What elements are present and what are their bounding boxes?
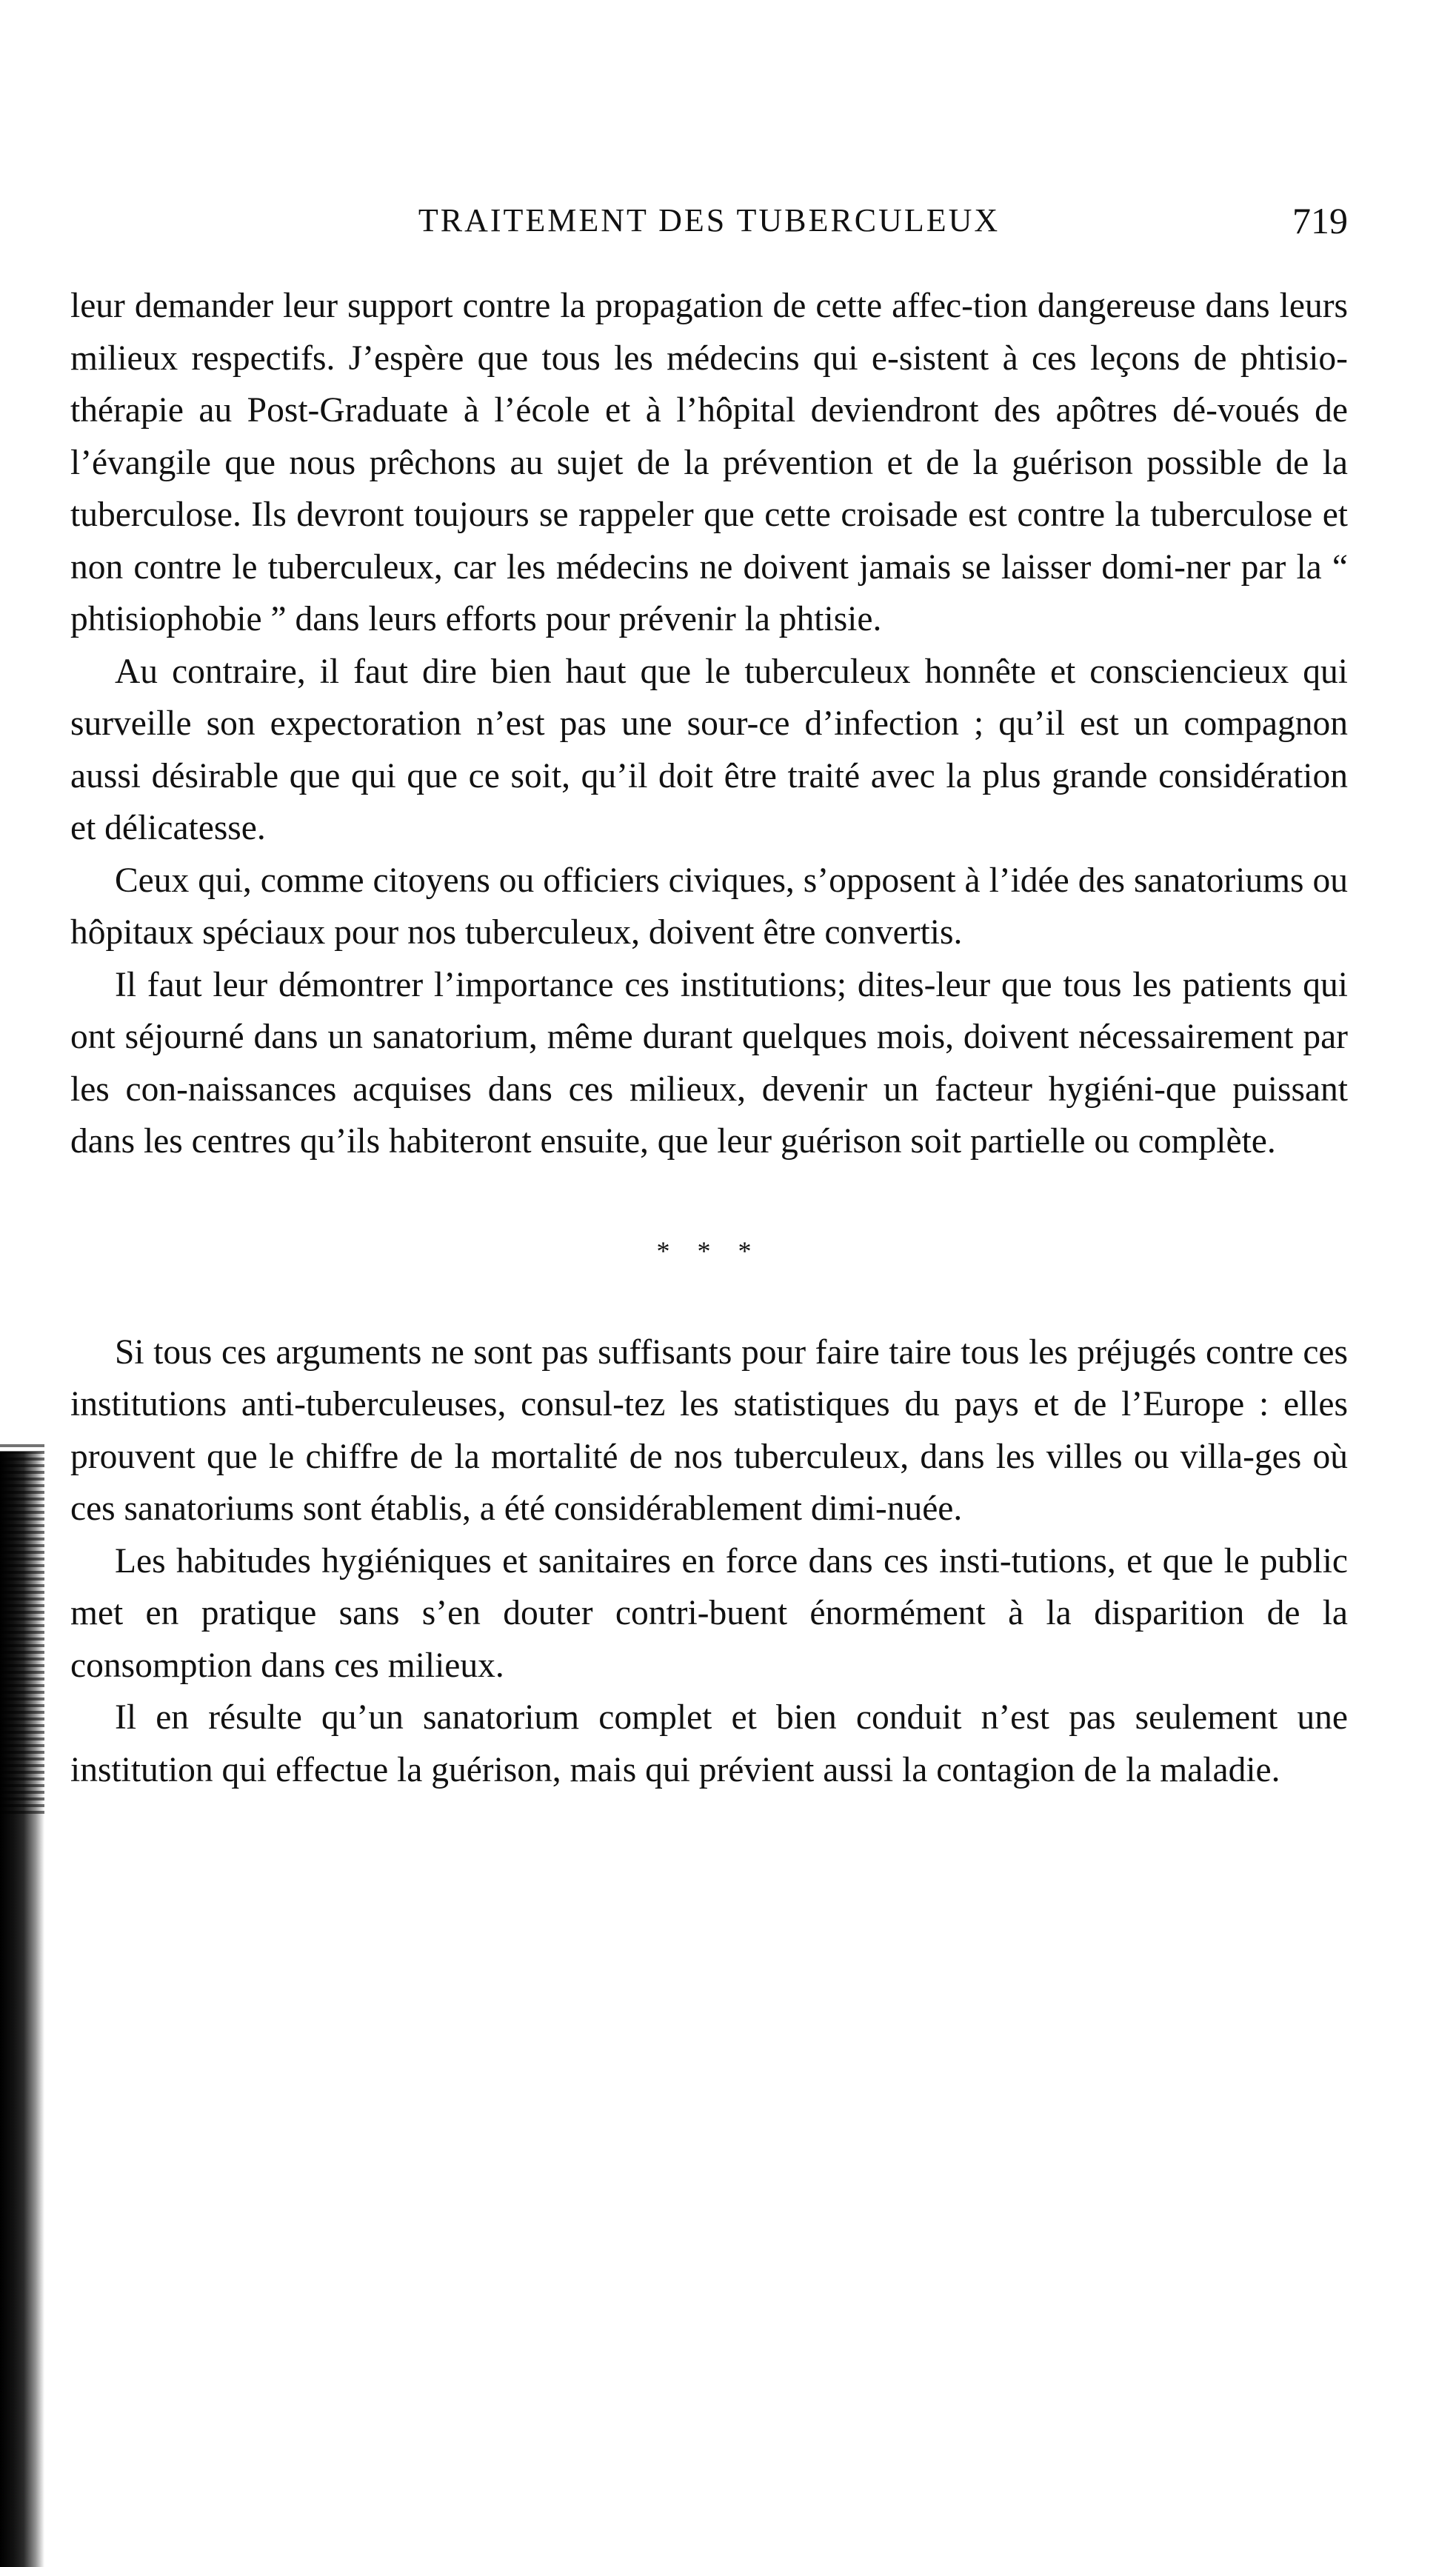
paragraph: Si tous ces arguments ne sont pas suffisants pour faire taire tous les préjugés contre ces institutions anti-tuberculeuses, consul-tez les statistiques du pays et de l’Europe : elles prouvent que le chiffre de la mortalité de nos tuberculeux, dans les villes ou villa-ges où ces sanatoriums sont établis, a été considérablement dimi-nuée.: [70, 1332, 1348, 1528]
paragraph: Les habitudes hygiéniques et sanitaires en force dans ces insti-tutions, et que le public met en pratique sans s’en douter contri-buent énormément à la disparition de la consomption dans ces milieux.: [70, 1541, 1348, 1685]
running-title: TRAITEMENT DES TUBERCULEUX: [418, 202, 1001, 238]
paragraph: Il en résulte qu’un sanatorium complet et bien conduit n’est pas seulement une institution qui effectue la guérison, mais qui prévient aussi la contagion de la maladie.: [70, 1698, 1348, 1789]
paragraph: Il faut leur démontrer l’importance ces institutions; dites-leur que tous les patients qui ont séjourné dans un sanatorium, même durant quelques mois, doivent nécessairement par les con-naissances acquises dans ces milieux, devenir un facteur hygiéni-que puissant dans les centres qu’ils habiteront ensuite, que leur guérison soit partielle ou complète.: [70, 965, 1348, 1161]
page-header: [70, 198, 1348, 243]
paragraph-continuation: leur demander leur support contre la propagation de cette affec-tion dangereuse dans leurs milieux respectifs. J’espère que tous les médecins qui e-sistent à ces leçons de phtisio-thérapie au Post-Graduate à l’école et à l’hôpital deviendront des apôtres dé-voués de l’évangile que nous prêchons au sujet de la prévention et de la guérison possible de la tuberculose. Ils devront toujours se rappeler que cette croisade est contre la tuberculose et non contre le tuberculeux, car les médecins ne doivent jamais se laisser domi-ner par la “ phtisiophobie ” dans leurs efforts pour prévenir la phtisie.: [70, 287, 1348, 638]
body-text: [70, 280, 1348, 1796]
page-number: 719: [1292, 200, 1348, 241]
paragraph: Ceux qui, comme citoyens ou officiers civiques, s’opposent à l’idée des sanatoriums ou hôpitaux spéciaux pour nos tuberculeux, doivent être convertis.: [70, 861, 1348, 952]
section-separator: * * *: [656, 1235, 762, 1266]
paragraph: Au contraire, il faut dire bien haut que le tuberculeux honnête et consciencieux qui surveille son expectoration n’est pas une sour-ce d’infection ; qu’il est un compagnon aussi désirable que qui que ce soit, qu’il doit être traité avec la plus grande considération et délicatesse.: [70, 652, 1348, 847]
scan-binding-edge-texture: [0, 1444, 44, 1815]
